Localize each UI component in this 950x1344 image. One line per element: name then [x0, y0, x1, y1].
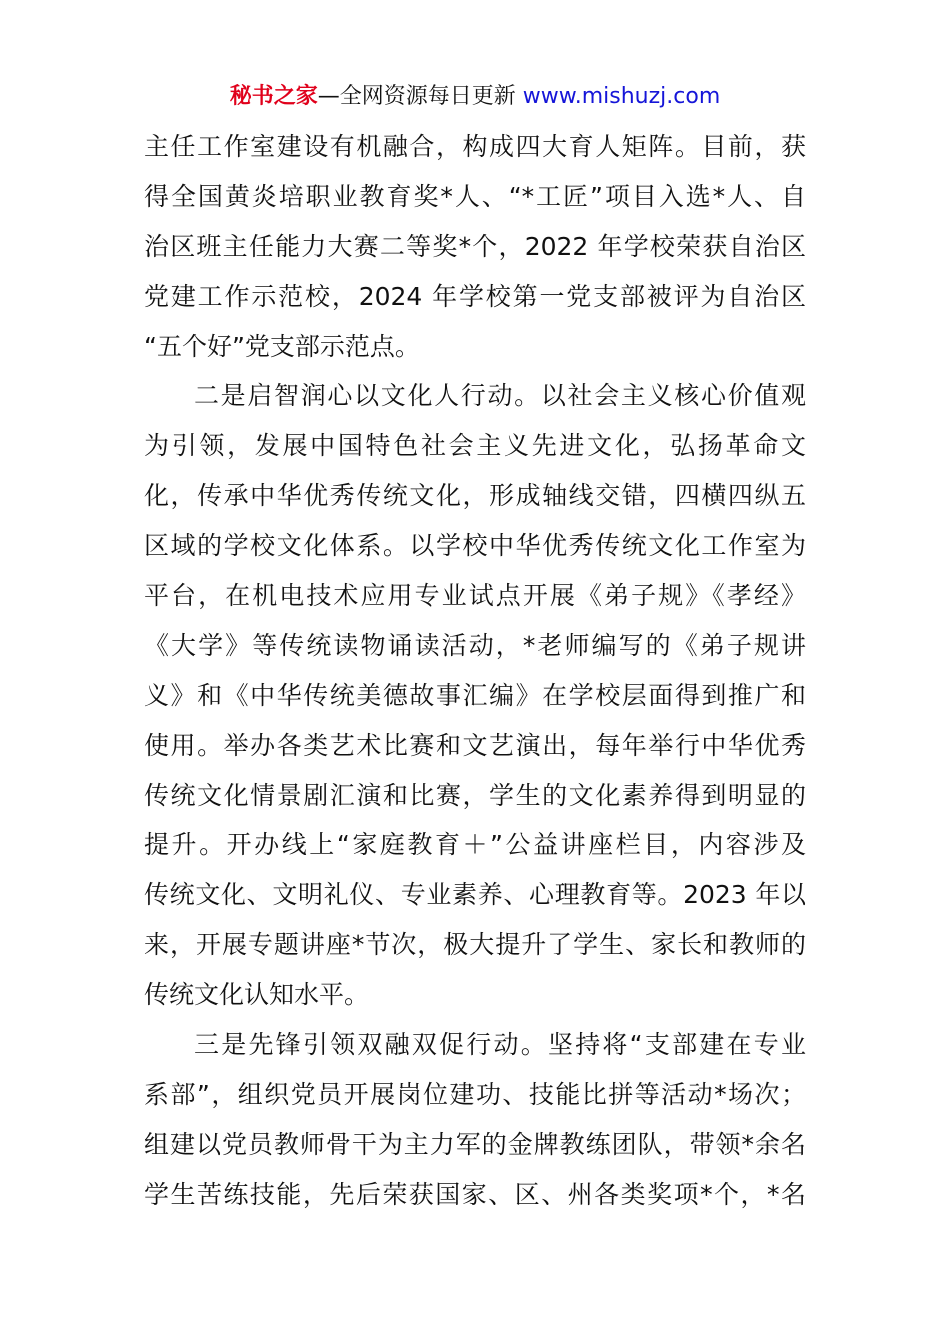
text-line: 主任工作室建设有机融合，构成四大育人矩阵。目前，获	[144, 132, 806, 161]
text-line: 组建以党员教师骨干为主力军的金牌教练团队，带领*余名	[144, 1129, 806, 1159]
text-line: 化，传承中华优秀传统文化，形成轴线交错，四横四纵五	[144, 481, 806, 511]
brand-name: 秘书之家	[229, 84, 318, 109]
text-line: 学生苦练技能，先后荣获国家、区、州各类奖项*个，*名	[144, 1179, 806, 1209]
text-line: 得全国黄炎培职业教育奖*人、“*工匠”项目入选*人、自	[144, 181, 806, 211]
text-line: 平台，在机电技术应用专业试点开展《弟子规》《孝经》	[144, 581, 806, 611]
site-watermark-header	[0, 82, 950, 112]
paragraph-first-line: 三是先锋引领双融双促行动。坚持将“支部建在专业	[194, 1030, 806, 1060]
text-line: 党建工作示范校，2024 年学校第一党支部被评为自治区	[144, 281, 806, 311]
text-line: 传统文化情景剧汇演和比赛，学生的文化素养得到明显的	[144, 780, 806, 810]
text-line: 传统文化认知水平。	[144, 980, 370, 1010]
site-url: www.mishuzj.com	[522, 84, 721, 109]
text-line: “五个好”党支部示范点。	[144, 331, 420, 361]
text-line: 治区班主任能力大赛二等奖*个，2022 年学校荣获自治区	[144, 231, 806, 261]
text-line: 为引领，发展中国特色社会主义先进文化，弘扬革命文	[144, 431, 806, 461]
document-body	[144, 122, 806, 1220]
text-line: 区域的学校文化体系。以学校中华优秀传统文化工作室为	[144, 531, 806, 561]
text-line: 提升。开办线上“家庭教育＋”公益讲座栏目，内容涉及	[144, 830, 806, 860]
brand-tagline: —全网资源每日更新	[317, 84, 516, 109]
text-line: 《大学》等传统读物诵读活动，*老师编写的《弟子规讲	[144, 630, 806, 660]
text-line: 来，开展专题讲座*节次，极大提升了学生、家长和教师的	[144, 930, 806, 960]
text-line: 使用。举办各类艺术比赛和文艺演出，每年举行中华优秀	[144, 730, 806, 760]
text-line: 义》和《中华传统美德故事汇编》在学校层面得到推广和	[144, 680, 806, 710]
paragraph-first-line: 二是启智润心以文化人行动。以社会主义核心价值观	[194, 381, 806, 411]
text-line: 传统文化、文明礼仪、专业素养、心理教育等。2023 年以	[144, 880, 806, 910]
text-line: 系部”，组织党员开展岗位建功、技能比拼等活动*场次；	[144, 1079, 806, 1109]
